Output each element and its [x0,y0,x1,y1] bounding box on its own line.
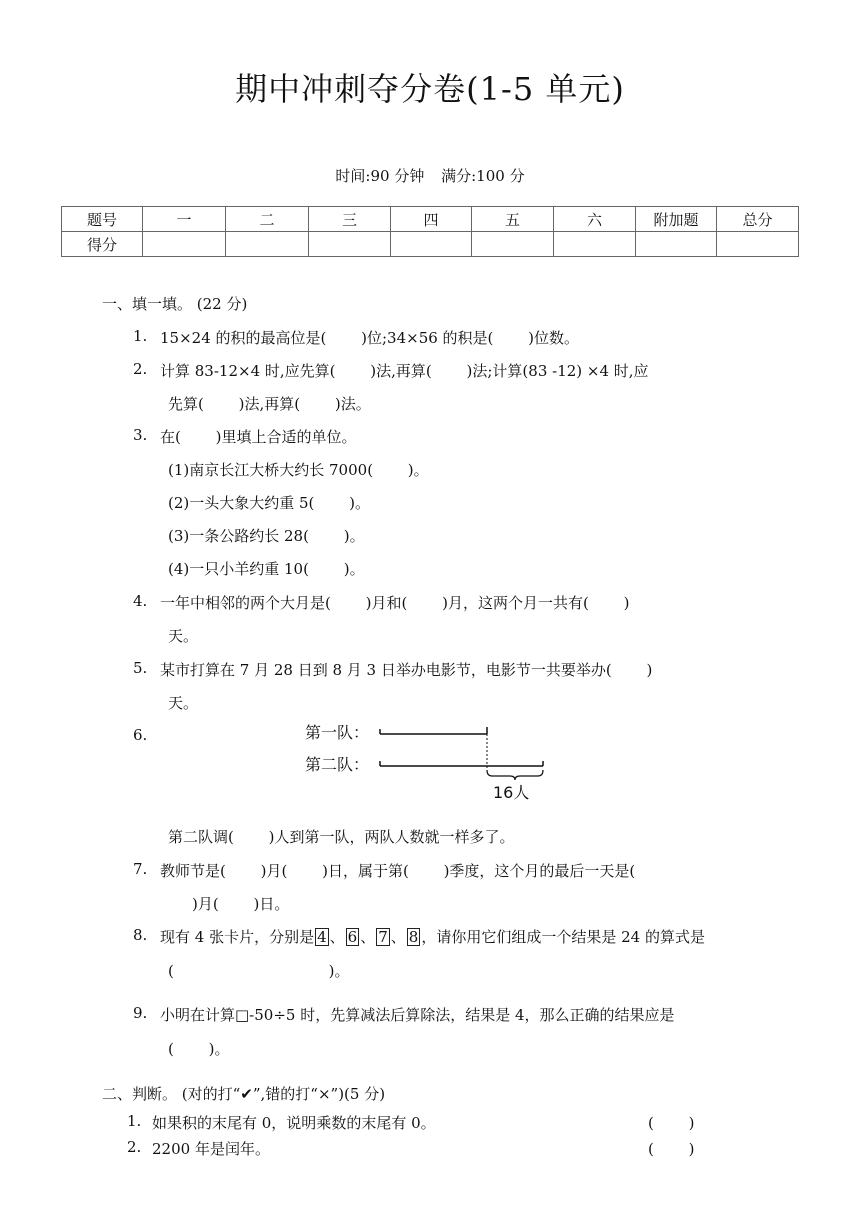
exam-time: 时间:90 分钟 [335,167,425,185]
score-cell[interactable] [554,232,636,257]
score-header-cell: 附加题 [636,207,717,232]
difference-brace [487,770,543,780]
team1-bar [380,727,487,734]
question-8-prefix: 现有 4 张卡片，分别是 [160,928,315,946]
question-8-suffix: ，请你用它们组成一个结果是 24 的算式是 [421,928,705,946]
question-number: 6. [133,726,148,744]
page-title: 期中冲刺夺分卷(1-5 单元) [235,70,625,108]
score-cell[interactable] [143,232,226,257]
question-7-line1: 教师节是( )月( )日，属于第( )季度，这个月的最后一天是( [160,862,636,880]
question-4-line2: 天。 [168,627,199,645]
question-8-line1 [160,926,705,947]
question-4-line1: 一年中相邻的两个大月是( )月和( )月，这两个月一共有( ) [160,594,630,612]
question-3-item: (4)一只小羊约重 10( )。 [168,560,365,578]
score-header-cell: 四 [391,207,472,232]
exam-meta [0,165,860,186]
question-3-item: (2)一头大象大约重 5( )。 [168,494,371,512]
question-number: 2. [133,360,148,378]
question-number: 5. [133,659,148,677]
question-9-line2: ( )。 [168,1040,230,1058]
card-8: 8 [408,928,419,946]
score-cell[interactable] [717,232,799,257]
question-5-line1: 某市打算在 7 月 28 日到 8 月 3 日举办电影节，电影节一共要举办( ) [160,661,653,679]
question-number: 2. [127,1138,142,1156]
judge-item-text: 如果积的末尾有 0，说明乘数的末尾有 0。 [152,1114,436,1132]
question-number: 9. [133,1004,148,1022]
question-8-line2: ( )。 [168,962,350,980]
card-separator: 、 [360,928,376,946]
team-comparison-diagram [300,718,560,804]
question-number: 7. [133,860,148,878]
question-5-line2: 天。 [168,694,199,712]
score-header-cell: 六 [554,207,636,232]
question-number: 3. [133,426,148,444]
section2-heading: 二、判断。 (对的打“✔”,错的打“×”)(5 分) [102,1085,386,1103]
score-cell[interactable] [636,232,717,257]
team2-bar [380,761,543,766]
question-1-text: 15×24 的积的最高位是( )位;34×56 的积是( )位数。 [160,329,580,347]
score-header-cell: 一 [143,207,226,232]
judge-answer-paren[interactable]: ( ) [648,1140,695,1158]
question-3-item: (1)南京长江大桥大约长 7000( )。 [168,461,429,479]
judge-item-text: 2200 年是闰年。 [152,1140,270,1158]
score-table-score-row [62,232,799,257]
card-separator: 、 [329,928,345,946]
score-header-cell: 总分 [717,207,799,232]
question-number: 4. [133,592,148,610]
score-table-header-row [62,207,799,232]
exam-full-score: 满分:100 分 [441,167,525,185]
score-header-cell: 二 [226,207,309,232]
team2-label: 第二队： [305,755,370,774]
judge-answer-paren[interactable]: ( ) [648,1114,695,1132]
score-row-label: 得分 [62,232,143,257]
question-number: 1. [133,327,148,345]
score-header-cell: 题号 [62,207,143,232]
question-3-text: 在( )里填上合适的单位。 [160,428,357,446]
question-2-line2: 先算( )法,再算( )法。 [168,395,371,413]
question-9-line1: 小明在计算□-50÷5 时，先算减法后算除法，结果是 4，那么正确的结果应是 [160,1006,675,1024]
score-cell[interactable] [309,232,391,257]
score-cell[interactable] [472,232,554,257]
question-2-line1: 计算 83-12×4 时,应先算( )法,再算( )法;计算(83 -12) ×4 时,应 [160,362,649,380]
question-number: 8. [133,926,148,944]
question-6-text: 第二队调( )人到第一队，两队人数就一样多了。 [168,828,515,846]
difference-label: 16人 [493,783,530,802]
card-4: 4 [317,928,327,946]
card-6: 6 [347,928,358,946]
score-cell[interactable] [226,232,309,257]
question-number: 1. [127,1112,142,1130]
section1-heading: 一、填一填。 (22 分) [102,295,248,313]
card-separator: 、 [390,928,406,946]
score-header-cell: 三 [309,207,391,232]
team1-label: 第一队： [305,723,370,742]
score-table [61,206,799,257]
card-7: 7 [378,928,388,946]
question-3-item: (3)一条公路约长 28( )。 [168,527,365,545]
score-header-cell: 五 [472,207,554,232]
score-cell[interactable] [391,232,472,257]
question-7-line2: )月( )日。 [192,895,290,913]
